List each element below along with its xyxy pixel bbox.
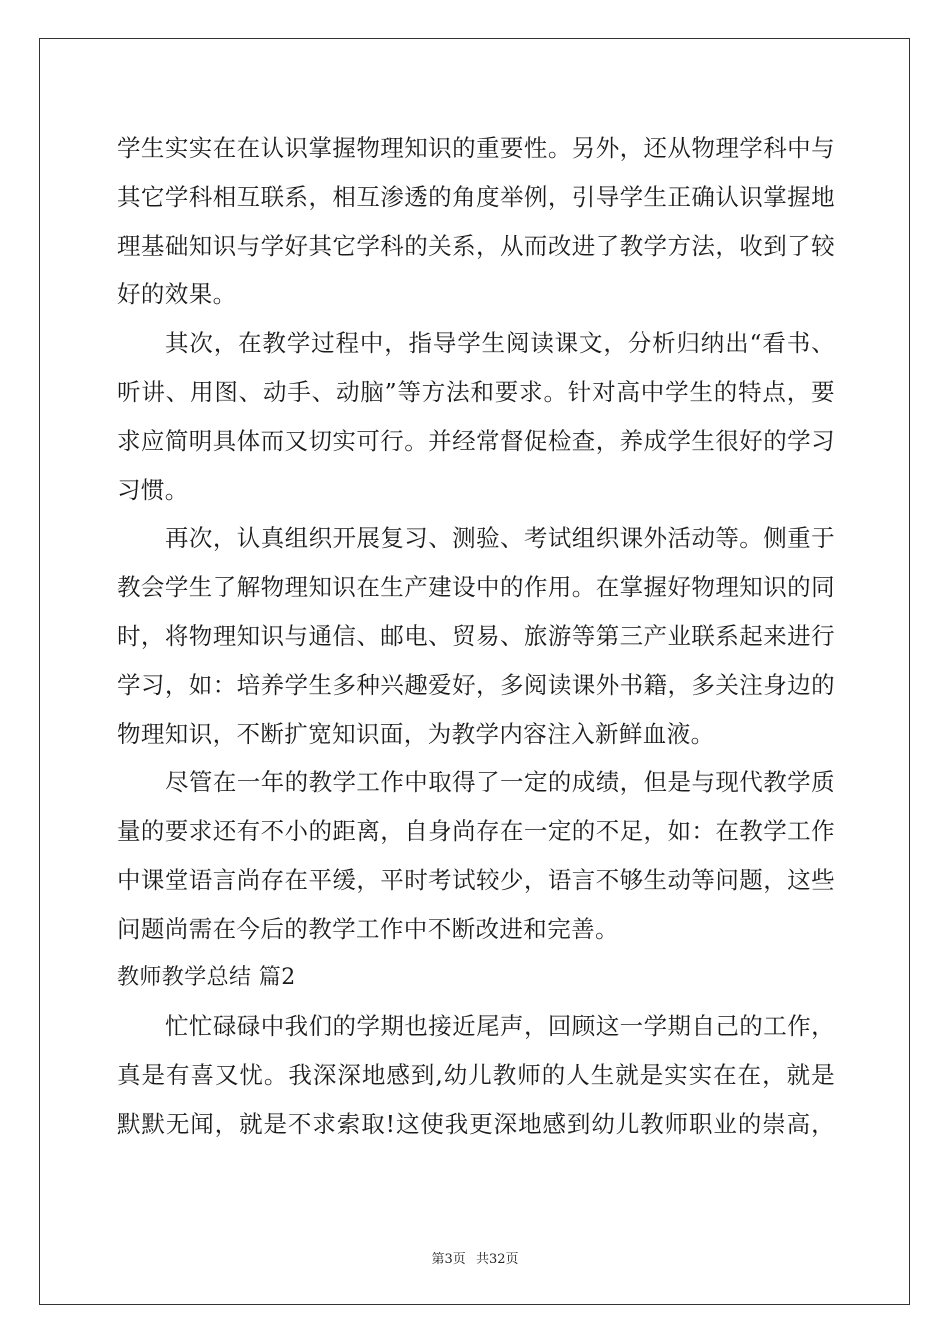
page-number: 第3页 — [431, 1252, 466, 1267]
page-total: 共32页 — [475, 1252, 519, 1267]
text-line: 其次，在教学过程中，指导学生阅读课文，分析归纳出“看书、 — [165, 329, 835, 358]
text-line: 默默无闻，就是不求索取!这使我更深地感到幼儿教师职业的崇高， — [117, 1109, 835, 1138]
text-line: 中课堂语言尚存在平缓，平时考试较少，语言不够生动等问题，这些 — [117, 865, 835, 894]
text-line: 时，将物理知识与通信、邮电、贸易、旅游等第三产业联系起来进行 — [117, 621, 835, 650]
text-line: 量的要求还有不小的距离，自身尚存在一定的不足，如：在教学工作 — [117, 817, 835, 846]
text-line: 尽管在一年的教学工作中取得了一定的成绩，但是与现代教学质 — [165, 768, 835, 797]
text-line: 习惯。 — [117, 475, 189, 504]
text-line: 理基础知识与学好其它学科的关系，从而改进了教学方法，收到了较 — [117, 231, 835, 260]
text-line: 真是有喜又忧。我深深地感到,幼儿教师的人生就是实实在在，就是 — [117, 1061, 835, 1090]
text-line: 问题尚需在今后的教学工作中不断改进和完善。 — [117, 914, 619, 943]
text-line: 物理知识，不断扩宽知识面，为教学内容注入新鲜血液。 — [117, 719, 715, 748]
text-line: 学习，如：培养学生多种兴趣爱好，多阅读课外书籍，多关注身边的 — [117, 670, 835, 699]
text-line: 忙忙碌碌中我们的学期也接近尾声，回顾这一学期自己的工作， — [165, 1012, 835, 1041]
text-line: 学生实实在在认识掌握物理知识的重要性。另外，还从物理学科中与 — [117, 134, 835, 162]
text-line: 求应简明具体而又切实可行。并经常督促检查，养成学生很好的学习 — [117, 426, 835, 455]
text-line: 教会学生了解物理知识在生产建设中的作用。在掌握好物理知识的同 — [117, 573, 835, 602]
section-heading: 教师教学总结 篇2 — [117, 964, 296, 990]
text-line: 听讲、用图、动手、动脑”等方法和要求。针对高中学生的特点，要 — [117, 377, 835, 406]
text-line: 其它学科相互联系，相互渗透的角度举例，引导学生正确认识掌握地 — [117, 182, 835, 211]
page-footer — [0, 1248, 950, 1267]
text-line: 再次，认真组织开展复习、测验、考试组织课外活动等。侧重于 — [165, 524, 835, 553]
text-line: 好的效果。 — [117, 280, 237, 309]
document-body — [117, 124, 835, 1149]
